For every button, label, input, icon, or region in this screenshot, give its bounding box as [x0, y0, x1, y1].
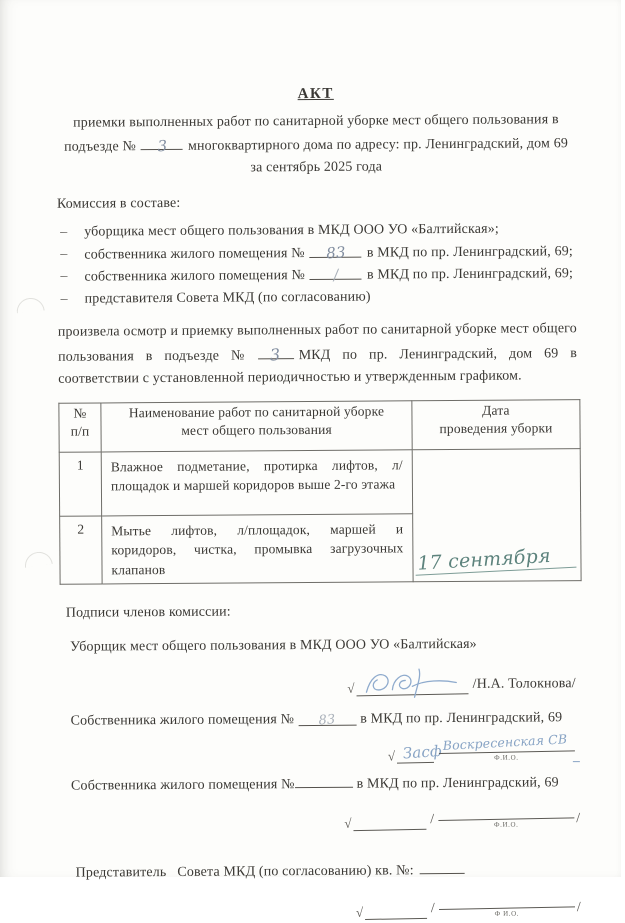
- commission-heading: Комиссия в составе:: [57, 191, 576, 215]
- list-dash: –: [58, 288, 85, 310]
- representative-label: Представитель Совета МКД (по согласованию) кв. №:: [76, 863, 414, 880]
- statement-paragraph: [58, 318, 577, 391]
- table-header-row: [59, 399, 580, 452]
- member-representative: представителя Совета МКД (по согласованию): [85, 286, 371, 309]
- name-line: [438, 732, 574, 754]
- document-intro: [56, 109, 575, 181]
- checkmark: √: [356, 905, 365, 921]
- header-work-line1: Наименование работ по санитарной уборке: [102, 402, 410, 422]
- signature-label-owner-2: [61, 770, 580, 797]
- slash-end: /: [574, 811, 580, 827]
- member-owner-2-after: в МКД по пр. Ленинградский, 69;: [367, 266, 573, 282]
- row-work-cell: Влажное подметание, протирка лифтов, л/площадок и маршей коридоров выше 2-го этажа: [101, 449, 412, 515]
- owner-1-name-handwritten: Воскресенская СВ: [442, 731, 567, 753]
- checkmark: √: [347, 681, 356, 697]
- signature-line: [365, 900, 427, 920]
- signature-line: [356, 675, 468, 696]
- owner-2-label-before: Собственника жилого помещения №: [71, 777, 295, 794]
- list-dash: –: [57, 266, 84, 289]
- intro-line-3: за сентябрь 2025 года: [57, 155, 576, 181]
- list-dash: –: [57, 243, 84, 266]
- member-cleaner: уборщика мест общего пользования в МКД ООО УО «Балтийская»;: [84, 219, 499, 243]
- signatures-heading: Подписи членов комиссии:: [60, 602, 579, 622]
- signature-row-owner-1: [388, 740, 580, 763]
- intro-line-2: [56, 131, 575, 159]
- header-date-line1: Дата: [413, 401, 578, 420]
- commission-members-list: [57, 218, 577, 310]
- intro-line-2-before: подъезде №: [64, 139, 136, 155]
- apartment-number-handwritten: 83: [325, 242, 346, 265]
- name-line-column: [439, 889, 575, 919]
- signature-scribble: [358, 666, 463, 702]
- owner-1-label-after: в МКД по пр. Ленинградский, 69: [360, 710, 562, 726]
- statement-entrance-blank: [258, 343, 294, 359]
- signature-label-owner-1: [61, 708, 580, 732]
- document-title: [56, 84, 575, 105]
- fio-label: Ф И.О.: [495, 910, 520, 919]
- intro-line-1: приемки выполненных работ по санитарной уборке мест общего пользования в: [56, 109, 575, 135]
- cleaning-date-handwritten: 17 сентября: [417, 545, 551, 575]
- owner-2-label-after: в МКД по пр. Ленинградский, 69: [357, 775, 559, 791]
- table-row: [59, 448, 580, 516]
- signature-line: [397, 744, 434, 764]
- pen-stroke-tail: [572, 751, 580, 762]
- signature-line: [353, 811, 426, 831]
- apartment-number-blank: [310, 241, 362, 257]
- signature-row-owner-2: [344, 807, 580, 831]
- owner-1-apartment-blank: [298, 710, 356, 726]
- signature-row-representative: [356, 896, 581, 920]
- name-line: [438, 799, 574, 821]
- header-work-line2: мест общего пользования: [102, 420, 410, 440]
- signature-name-typed: /Н.А. Толокнова/: [469, 674, 576, 695]
- header-cell-work: [101, 400, 412, 451]
- signature-label-representative: [62, 857, 581, 884]
- slash-separator: /: [426, 812, 438, 828]
- list-dash: –: [57, 222, 84, 244]
- header-number-line2: п/п: [60, 422, 99, 440]
- checkmark: √: [344, 816, 353, 832]
- header-number-line1: №: [60, 404, 99, 422]
- signature-row-cleaner: [347, 672, 579, 696]
- list-item: [58, 285, 577, 310]
- representative-apartment-blank: [420, 858, 465, 874]
- apartment-number-blank: [310, 264, 362, 280]
- member-owner-1-after: в МКД по пр. Ленинградский, 69;: [367, 244, 573, 260]
- name-line-column: [438, 800, 574, 830]
- statement-entrance-handwritten: 3: [270, 343, 282, 366]
- header-date-line2: проведения уборки: [413, 419, 578, 438]
- statement-before: произвела осмотр и приемку выполненных работ по санитарной уборке мест общего пользования в подъезде №: [58, 321, 577, 364]
- slash-end: /: [575, 900, 581, 916]
- row-work-cell: Мытье лифтов, л/площадок, маршей и коридоров, чистка, промывка загрузочных клапанов: [102, 513, 413, 584]
- owner-1-label-before: Собственника жилого помещения №: [71, 712, 295, 729]
- name-line: [439, 888, 575, 910]
- member-owner-2-before: собственника жилого помещения №: [84, 268, 305, 285]
- owner-2-apartment-blank: [295, 772, 353, 788]
- owner-1-signature-handwritten: Засф: [402, 742, 442, 763]
- member-owner-2: [84, 262, 573, 288]
- stray-pen-stroke: ∕: [333, 265, 340, 287]
- checkmark: √: [388, 748, 397, 764]
- list-item: [57, 262, 576, 288]
- row-number-cell: 1: [59, 451, 101, 515]
- works-table: [58, 399, 581, 585]
- entrance-number-blank: [141, 134, 183, 150]
- intro-line-2-after: многоквартирного дома по адресу: пр. Ленинградский, дом 69: [188, 136, 568, 154]
- member-owner-1-before: собственника жилого помещения №: [84, 246, 305, 263]
- signature-label-cleaner: Уборщик мест общего пользования в МКД ООО УО «Балтийская»: [60, 634, 579, 658]
- row-number-cell: 2: [60, 515, 102, 584]
- fio-label: Ф.И.О.: [494, 821, 519, 830]
- document-title-text: АКТ: [298, 86, 334, 102]
- header-cell-date: [412, 399, 580, 449]
- owner-1-apartment-handwritten: 83: [318, 710, 336, 731]
- date-cell: [412, 448, 581, 582]
- header-cell-number: [59, 402, 101, 451]
- slash-separator: /: [427, 901, 439, 917]
- name-line-column: [438, 733, 574, 763]
- entrance-number-handwritten: 3: [156, 135, 167, 158]
- statement-after: МКД по пр. Ленинградский, дом 69 в соответствии с установленной периодичностью и утвержденным графиком.: [58, 346, 577, 387]
- fio-label: Ф.И.О.: [494, 754, 519, 763]
